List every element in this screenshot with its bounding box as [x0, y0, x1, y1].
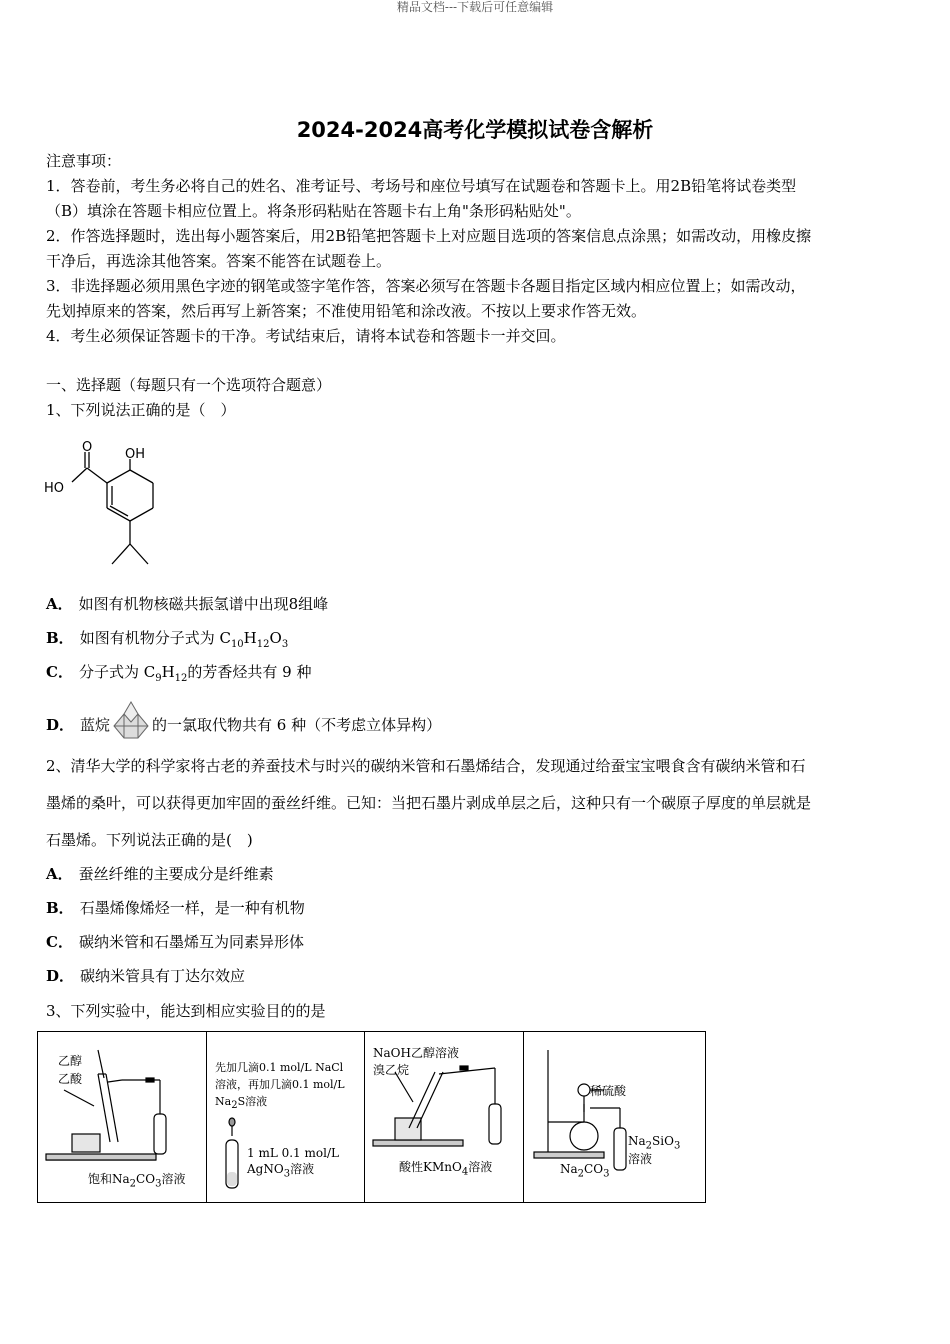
subscript: 3 [603, 1168, 610, 1180]
formula-part: O [269, 629, 282, 647]
subscript: 10 [230, 639, 244, 650]
option-letter: A． [46, 595, 73, 613]
label-part: 溶液 [290, 1162, 315, 1176]
label-nacl-cont: 溶液，再加几滴0.1 mol/L [215, 1078, 345, 1091]
option-text: 如图有机物分子式为 C [79, 629, 231, 647]
subscript: 2 [577, 1168, 585, 1180]
label-part: S溶液 [237, 1095, 268, 1108]
option-text: 的芳香烃共有 9 种 [187, 663, 312, 681]
option-text: 分子式为 C [78, 663, 156, 681]
q2-stem-line: 墨烯的桑叶，可以获得更加牢固的蚕丝纤维。已知：当把石墨片剥成单层之后，这种只有一个碳原子厚度的单层就是 [46, 794, 812, 812]
q1-option-b [46, 628, 288, 655]
label-bromoethane: 溴乙烷 [373, 1063, 410, 1077]
atom-label-ho: HO [44, 481, 65, 496]
label-part: Na [215, 1095, 232, 1108]
notice-line: 4．考生必须保证答题卡的干净。考试结束后，请将本试卷和答题卡一并交回。 [46, 327, 566, 345]
option-letter: B． [46, 899, 74, 917]
label-part: 溶液 [161, 1172, 186, 1186]
option-letter: D． [46, 967, 75, 985]
subscript: 3 [281, 639, 289, 650]
label-part: SiO [652, 1134, 674, 1148]
option-letter: C． [46, 663, 73, 681]
label-part: 溶液 [468, 1160, 493, 1174]
label-solution: 溶液 [628, 1152, 653, 1166]
option-text: 碳纳米管和石墨烯互为同素异形体 [78, 933, 304, 951]
label-naoh-ethanol: NaOH乙醇溶液 [373, 1046, 459, 1060]
atom-label-oh: OH [125, 447, 146, 462]
subscript: 3 [283, 1168, 291, 1180]
page-header: 精品文档---下载后可任意编辑 [396, 0, 554, 14]
label-agno3 [247, 1162, 314, 1181]
label-part: CO [136, 1172, 156, 1186]
option-letter: B． [46, 629, 74, 647]
subscript: 2 [645, 1140, 653, 1152]
label-part: AgNO [247, 1162, 284, 1176]
q2-option-d [46, 966, 245, 986]
bluane-structure-icon [110, 708, 152, 736]
label-part: 饱和Na [88, 1172, 130, 1186]
q1-option-a [46, 594, 328, 614]
option-text: 的一氯取代物共有 6 种（不考虑立体异构） [152, 716, 442, 734]
subscript: 9 [155, 673, 162, 684]
option-letter: C． [46, 933, 73, 951]
section-heading: 一、选择题（每题只有一个选项符合题意） [46, 376, 332, 394]
label-ethanol: 乙醇 [58, 1054, 83, 1068]
option-text: 蚕丝纤维的主要成分是纤维素 [78, 865, 274, 883]
option-text: 如图有机物核磁共振氢谱中出现8组峰 [78, 595, 329, 613]
experiment-cell-b [207, 1032, 365, 1202]
label-saturated-na2co3 [88, 1172, 185, 1191]
label-nacl: 先加几滴0.1 mol/L NaCl [215, 1061, 344, 1074]
label-na2co3 [560, 1162, 609, 1181]
label-kmno4 [399, 1160, 492, 1179]
subscript: 3 [673, 1140, 681, 1152]
q1-option-c [46, 662, 312, 689]
label-dilute-sulfuric: 稀硫酸 [590, 1084, 627, 1098]
subscript: 2 [129, 1178, 137, 1190]
subscript: 12 [256, 639, 270, 650]
notice-line: 先划掉原来的答案，然后再写上新答案；不准使用铅笔和涂改液。不按以上要求作答无效。 [46, 302, 647, 320]
q2-stem-line: 石墨烯。下列说法正确的是( ) [46, 831, 253, 849]
subscript: 3 [155, 1178, 162, 1190]
notice-line: 1．答卷前，考生务必将自己的姓名、准考证号、考场号和座位号填写在试题卷和答题卡上。用2B铅笔将试卷类型 [46, 177, 797, 195]
page-title: 2024-2024高考化学模拟试卷含解析 [296, 118, 654, 142]
experiment-table [37, 1031, 706, 1203]
label-na2sio3 [628, 1134, 680, 1153]
q2-option-c [46, 932, 304, 952]
q2-option-a [46, 864, 274, 884]
notice-line: 干净后，再选涂其他答案。答案不能答在试题卷上。 [46, 252, 392, 270]
q1-structure-diagram [40, 438, 170, 578]
q1-option-d [46, 708, 441, 736]
notice-line: 3．非选择题必须用黑色字迹的钢笔或签字笔作答，答案必须写在答题卡各题目指定区域内相应位置上；如需改动， [46, 277, 806, 295]
label-part: CO [584, 1162, 604, 1176]
acid-strength-apparatus-diagram [524, 1032, 705, 1202]
label-acetic-acid: 乙酸 [58, 1072, 83, 1086]
q3-stem: 3、下列实验中，能达到相应实验目的的是 [46, 1002, 326, 1020]
subscript: 2 [231, 1100, 238, 1112]
option-text: 蓝烷 [80, 716, 111, 734]
formula-part: H [161, 663, 175, 681]
label-part: 酸性KMnO [399, 1160, 462, 1174]
experiment-cell-d [524, 1032, 705, 1202]
option-text: 石墨烯像烯烃一样，是一种有机物 [79, 899, 305, 917]
label-part: Na [560, 1162, 578, 1176]
label-part: Na [628, 1134, 646, 1148]
q2-stem-line: 2、清华大学的科学家将古老的养蚕技术与时兴的碳纳米管和石墨烯结合，发现通过给蚕宝宝喂食含有碳纳米管和石 [46, 757, 806, 775]
notice-line: （B）填涂在答题卡相应位置上。将条形码粘贴在答题卡右上角"条形码粘贴处"。 [46, 202, 581, 220]
option-text: 碳纳米管具有丁达尔效应 [80, 967, 246, 985]
q1-stem: 1、下列说法正确的是（ ） [46, 401, 236, 419]
label-agno3-volume: 1 mL 0.1 mol/L [247, 1146, 339, 1160]
experiment-cell-a [38, 1032, 207, 1202]
option-letter: D． [46, 716, 75, 734]
notice-line: 2．作答选择题时，选出每小题答案后，用2B铅笔把答题卡上对应题目选项的答案信息点涂黑；如需改动，用橡皮擦 [46, 227, 812, 245]
notice-heading: 注意事项： [46, 152, 122, 170]
option-letter: A． [46, 865, 73, 883]
experiment-cell-c [365, 1032, 524, 1202]
q2-option-b [46, 898, 305, 918]
subscript: 12 [174, 673, 188, 684]
subscript: 4 [461, 1166, 469, 1178]
atom-label-o: O [82, 440, 93, 455]
formula-part: H [243, 629, 257, 647]
